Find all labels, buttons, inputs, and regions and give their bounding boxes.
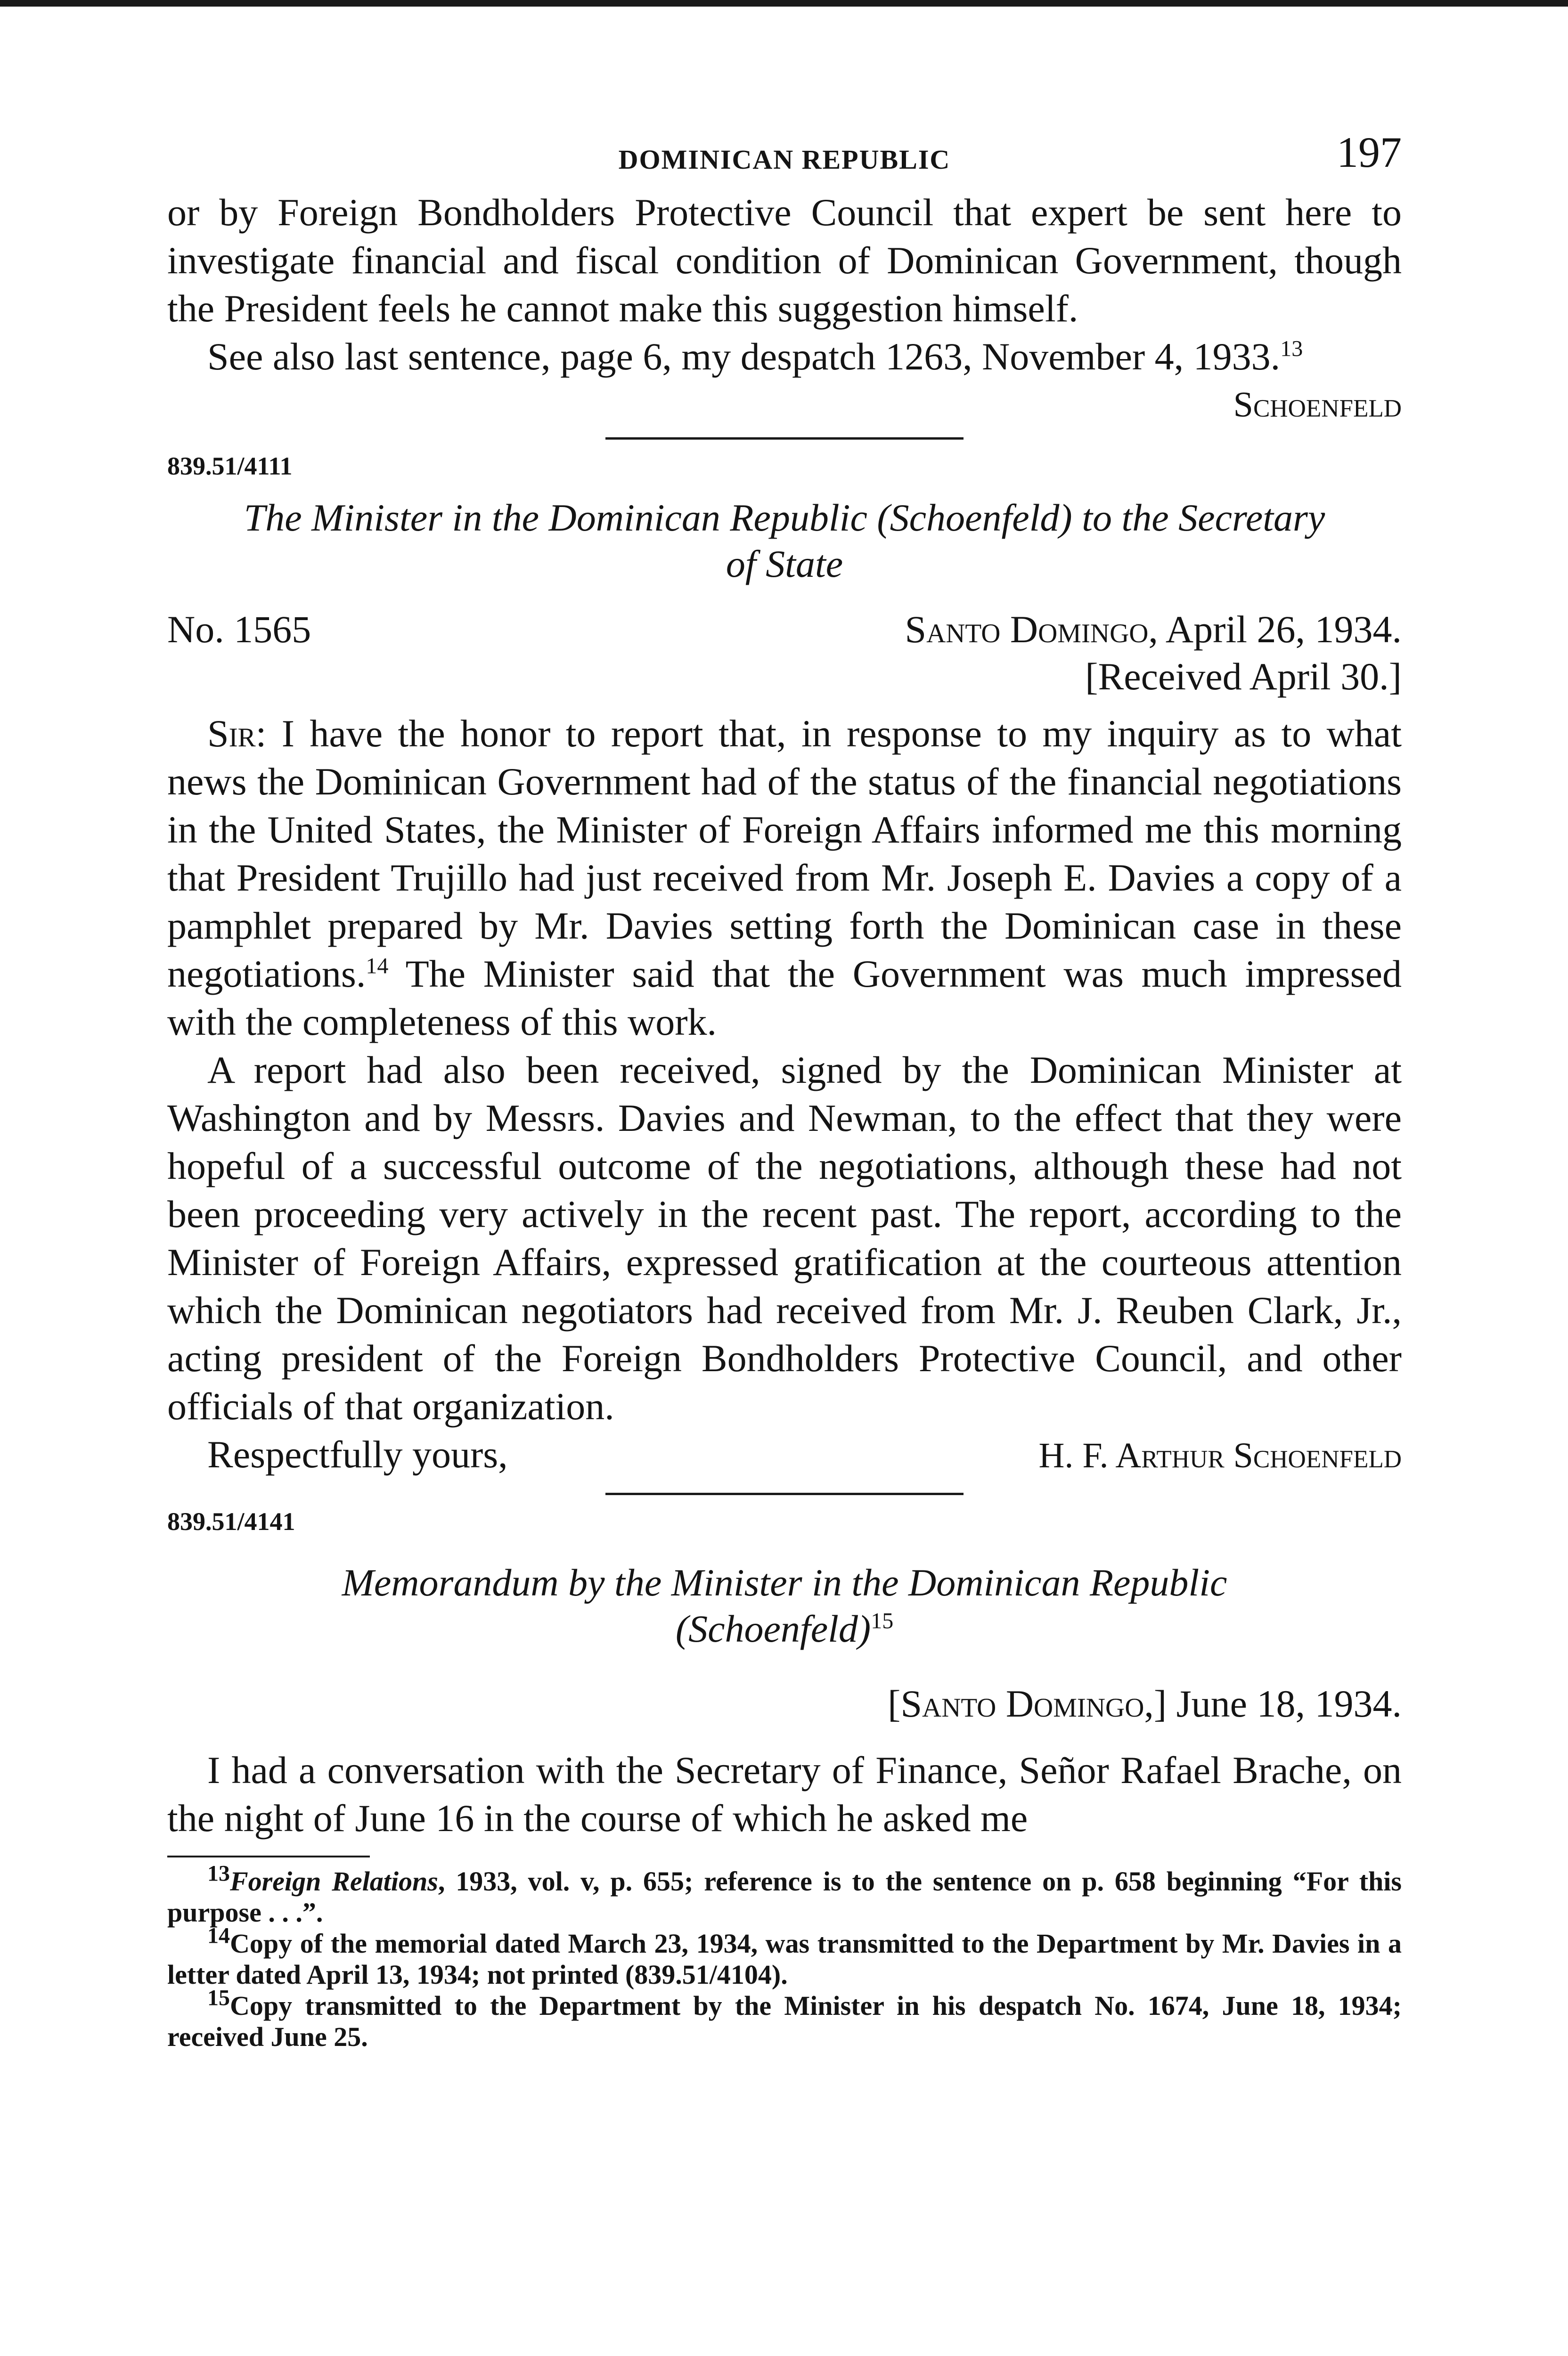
footnote-15 — [167, 1985, 1402, 2053]
footnote-text: Copy transmitted to the Department by the Minister in his despatch No. 1674, June 18, 1934; received June 25. — [167, 1990, 1402, 2052]
continuation-paragraph: or by Foreign Bondholders Protective Council that expert be sent here to investigate financial and fiscal condition of Dominican Government, though the President feels he cannot make this suggestion himself. — [167, 191, 1402, 330]
footnote-number: 14 — [207, 1923, 230, 1948]
footnote-14 — [167, 1923, 1402, 1990]
paragraph-text: : I have the honor to report that, in response to my inquiry as to what news the Dominican Government had of the status of the financial negotiations in the United States, the Minister of Foreign Affairs informed me this morning that President Trujillo had just received from Mr. Joseph E. Davies a copy of a pamphlet prepared by Mr. Davies setting forth the Dominican case in these negotiations. — [167, 712, 1402, 995]
top-border — [0, 0, 1568, 7]
footnote-ref-15: 15 — [871, 1608, 894, 1634]
place: Santo Domingo, — [905, 608, 1158, 651]
section-divider — [167, 429, 1402, 481]
running-head: DOMINICAN REPUBLIC — [618, 144, 951, 175]
document-page — [167, 118, 1402, 2053]
memo-dateline — [167, 1680, 1402, 1727]
despatch-number: No. 1565 — [167, 608, 311, 651]
footnote-13 — [167, 1861, 1402, 1928]
see-also-text: See also last sentence, page 6, my despatch 1263, November 4, 1933. — [207, 335, 1281, 378]
footnote-number: 13 — [207, 1861, 230, 1886]
section-divider — [167, 1484, 1402, 1536]
closing-line — [167, 1431, 1402, 1480]
footnote-lead: Foreign Relations — [230, 1866, 438, 1897]
footnote-rule — [167, 1856, 370, 1857]
footnote-ref-14: 14 — [366, 953, 389, 979]
signature-schoenfeld: Schoenfeld — [1233, 385, 1402, 425]
closing: Respectfully yours, — [207, 1433, 508, 1476]
file-reference: 839.51/4111 — [167, 452, 293, 480]
title-line-1: Memorandum by the Minister in the Dominican Republic — [342, 1561, 1227, 1604]
paragraph-tail: The Minister said that the Government was much impressed with the completeness of this work. — [167, 952, 1402, 1043]
dateline — [167, 606, 1402, 653]
date: April 26, 1934. — [1165, 608, 1402, 651]
received-date: [Received April 30.] — [1085, 655, 1402, 698]
paragraph — [167, 710, 1402, 1046]
paragraph: A report had also been received, signed by the Dominican Minister at Washington and by Messrs. Davies and Newman, to the effect that they were hopeful of a successful outcome of the negotiations, although these had not been proceeding very actively in the recent past. The report, according to the Minister of Foreign Affairs, expressed gratification at the courteous attention which the Dominican negotiators had received from Mr. J. Reuben Clark, Jr., acting president of the Foreign Bondholders Protective Council, and other officials of that organization. — [167, 1048, 1402, 1428]
paragraph: I had a conversation with the Secretary of Finance, Señor Rafael Brache, on the night of June 16 in the course of which he asked me — [167, 1749, 1402, 1840]
signature: H. F. Arthur Schoenfeld — [1038, 1436, 1402, 1475]
place-date — [905, 606, 1402, 653]
place: [Santo Domingo,] — [888, 1682, 1167, 1725]
memorandum-title — [167, 1560, 1402, 1652]
footnote-text: , 1933, vol. v, p. 655; reference is to the sentence on p. 658 beginning “For this purpose . . .”. — [167, 1866, 1402, 1928]
page-number: 197 — [1337, 128, 1402, 176]
see-also-paragraph — [167, 333, 1402, 381]
page-header — [167, 118, 1402, 188]
title-line-2: (Schoenfeld) — [675, 1607, 871, 1650]
divider-rule — [605, 1493, 964, 1495]
divider-rule — [605, 437, 964, 440]
title-line-1: The Minister in the Dominican Republic (Schoenfeld) to the Secretary — [244, 496, 1325, 539]
footnote-text: Copy of the memorial dated March 23, 1934, was transmitted to the Department by Mr. Davies in a letter dated April 13, 1934; not printed (839.51/4104). — [167, 1928, 1402, 1990]
file-reference: 839.51/4141 — [167, 1507, 295, 1536]
title-line-2: of State — [726, 542, 843, 585]
footnote-ref-13: 13 — [1280, 336, 1303, 361]
date: June 18, 1934. — [1176, 1682, 1402, 1725]
salutation: Sir — [207, 712, 256, 755]
footnote-number: 15 — [207, 1985, 230, 2011]
document-title — [167, 495, 1402, 587]
